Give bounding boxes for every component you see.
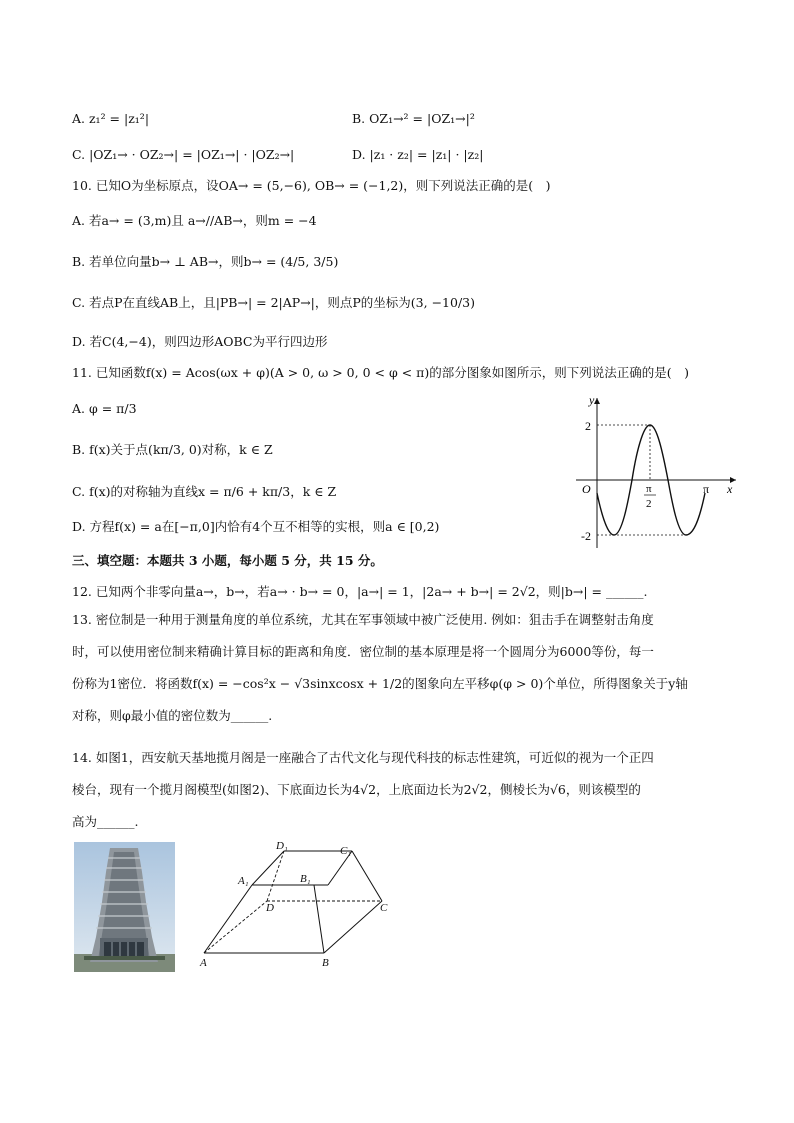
q10-option-d: D. 若C(4,−4)，则四边形AOBC为平行四边形 <box>72 334 328 349</box>
q14-line-1: 14. 如图1，西安航天基地揽月阁是一座融合了古代文化与现代科技的标志性建筑，可近似的视为一个正四 <box>72 750 654 765</box>
frustum-diagram <box>192 840 402 975</box>
q11-stem: 11. 已知函数f(x) = Acos(ωx + φ)(A > 0, ω > 0, 0 < φ < π)的部分图象如图所示，则下列说法正确的是( ) <box>72 365 689 380</box>
q9-option-c: C. |OZ₁→ · OZ₂→| = |OZ₁→| · |OZ₂→| <box>72 147 295 162</box>
q11-option-a: A. φ = π/3 <box>72 401 137 416</box>
vertex-a: A <box>200 957 207 969</box>
vertex-b1: B₁ <box>300 873 311 885</box>
y-axis-label: y <box>589 393 595 407</box>
q11-option-b: B. f(x)关于点(kπ/3, 0)对称，k ∈ Z <box>72 442 273 457</box>
tower-photo <box>74 842 175 972</box>
q13-text <box>72 604 722 732</box>
x-axis-label: x <box>727 482 733 496</box>
q14-line-3: 高为______. <box>72 814 139 829</box>
vertex-d: D <box>266 902 274 914</box>
x-mid-num: π <box>646 483 652 495</box>
q10-stem: 10. 已知O为坐标原点，设OA→ = (5,−6), OB→ = (−1,2)，则下列说法正确的是( ) <box>72 178 551 193</box>
vertex-c1: C₁ <box>340 845 352 857</box>
x-end-label: π <box>703 482 710 496</box>
y-min-label: -2 <box>581 529 591 543</box>
q14-text <box>72 742 722 838</box>
q10-option-a: A. 若a→ = (3,m)且 a→//AB→，则m = −4 <box>72 213 317 228</box>
q11-option-d: D. 方程f(x) = a在[−π,0]内恰有4个互不相等的实根，则a ∈ [0,2) <box>72 519 440 534</box>
vertex-b: B <box>322 957 329 969</box>
q13-line-1: 13. 密位制是一种用于测量角度的单位系统，尤其在军事领域中被广泛使用. 例如：狙击手在调整射击角度 <box>72 612 654 627</box>
vertex-d1: D₁ <box>276 840 288 852</box>
vertex-a1: A₁ <box>238 875 249 887</box>
q9-option-d: D. |z₁ · z₂| = |z₁| · |z₂| <box>352 147 484 162</box>
q10-option-c: C. 若点P在直线AB上，且|PB→| = 2|AP→|，则点P的坐标为(3, −10/3) <box>72 295 475 310</box>
q14-line-2: 棱台，现有一个揽月阁模型(如图2)、下底面边长为4√2，上底面边长为2√2，侧棱长为√6，则该模型的 <box>72 782 641 797</box>
q13-line-4: 对称，则φ最小值的密位数为______. <box>72 708 273 723</box>
q13-line-2: 时，可以使用密位制来精确计算目标的距离和角度．密位制的基本原理是将一个圆周分为6000等份，每一 <box>72 644 654 659</box>
q10-option-b: B. 若单位向量b→ ⊥ AB→，则b→ = (4/5, 3/5) <box>72 254 339 269</box>
origin-label: O <box>582 482 591 496</box>
q13-line-3: 份称为1密位．将函数f(x) = −cos²x − √3sinxcosx + 1/2的图象向左平移φ(φ > 0)个单位，所得图象关于y轴 <box>72 676 688 691</box>
cosine-graph <box>570 392 742 552</box>
section3-heading: 三、填空题：本题共 3 小题，每小题 5 分，共 15 分。 <box>72 553 383 568</box>
vertex-c: C <box>380 902 388 914</box>
x-mid-den: 2 <box>646 498 652 510</box>
q12-text: 12. 已知两个非零向量a→，b→，若a→ · b→ = 0，|a→| = 1，|2a→ + b→| = 2√2，则|b→| = ______. <box>72 584 648 599</box>
q11-option-c: C. f(x)的对称轴为直线x = π/6 + kπ/3，k ∈ Z <box>72 484 337 499</box>
y-max-label: 2 <box>585 419 591 433</box>
q9-option-b: B. OZ₁→² = |OZ₁→|² <box>352 111 475 126</box>
q9-option-a: A. z₁² = |z₁²| <box>72 111 150 126</box>
